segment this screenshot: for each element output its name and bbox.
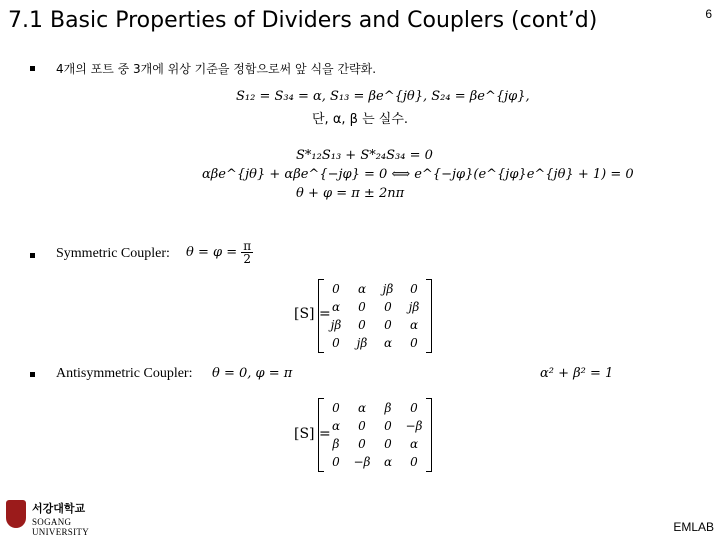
symmetric-matrix-table (323, 280, 427, 352)
matrix-cell: β (332, 437, 340, 451)
equation-power-conservation: α² + β² = 1 (540, 366, 614, 381)
matrix-cell: 0 (410, 401, 418, 415)
matrix-cell: 0 (358, 318, 366, 332)
bullet-text-phase-reference: 4개의 포트 중 3개에 위상 기준을 정함으로써 앞 식을 간략화. (56, 62, 377, 76)
matrix-cell: 0 (384, 437, 392, 451)
university-seal-icon (6, 500, 26, 528)
bullet-marker (30, 372, 35, 377)
bullet-marker (30, 253, 35, 258)
matrix-cell: jβ (330, 318, 342, 332)
matrix-row (323, 435, 427, 453)
matrix-cell: −β (353, 455, 371, 469)
matrix-cell: α (383, 455, 393, 469)
symmetric-scattering-matrix (318, 279, 432, 353)
matrix-cell: α (409, 437, 419, 451)
matrix-row (323, 298, 427, 316)
matrix-row (323, 399, 427, 417)
matrix-cell: 0 (384, 300, 392, 314)
fraction-numerator: π (243, 239, 252, 253)
equation-antisymmetric-condition: θ = 0, φ = π (212, 366, 293, 381)
symmetric-condition-text: θ = φ = (186, 245, 238, 260)
equation-note: 단, α, β 는 실수. (312, 112, 409, 127)
matrix-cell: α (331, 419, 341, 433)
antisymmetric-matrix-table (323, 399, 427, 471)
matrix-cell: α (383, 336, 393, 350)
matrix-cell: α (357, 282, 367, 296)
matrix-cell: 0 (332, 401, 340, 415)
matrix-cell: 0 (332, 282, 340, 296)
university-name-korean: 서강대학교 (32, 502, 86, 515)
matrix-cell: 0 (410, 336, 418, 350)
slide-title: 7.1 Basic Properties of Dividers and Couplers (cont’d) (8, 8, 598, 33)
equation-s-parameters: S₁₂ = S₃₄ = α, S₁₃ = βe^{jθ}, S₂₄ = βe^{jφ}, (236, 89, 530, 104)
matrix-cell: 0 (384, 419, 392, 433)
matrix-cell: jβ (356, 336, 368, 350)
matrix-row (323, 453, 427, 471)
bullet-text-antisymmetric-coupler: Antisymmetric Coupler: (56, 366, 193, 381)
matrix-cell: 0 (384, 318, 392, 332)
matrix-cell: 0 (358, 419, 366, 433)
antisymmetric-scattering-matrix (318, 398, 432, 472)
matrix-cell: α (331, 300, 341, 314)
page-number: 6 (705, 7, 712, 21)
matrix-cell: 0 (410, 455, 418, 469)
university-logo (6, 500, 116, 537)
matrix-cell: 0 (410, 282, 418, 296)
equation-symmetric-condition (186, 240, 253, 265)
matrix-cell: 0 (332, 455, 340, 469)
lab-name: EMLAB (673, 520, 714, 534)
symmetric-matrix-label: [S] = (294, 306, 331, 322)
matrix-row (323, 280, 427, 298)
matrix-cell: 0 (332, 336, 340, 350)
university-name-english: SOGANG UNIVERSITY (32, 517, 89, 537)
matrix-cell: jβ (408, 300, 420, 314)
matrix-cell: −β (405, 419, 423, 433)
antisymmetric-matrix-label: [S] = (294, 426, 331, 442)
matrix-row (323, 316, 427, 334)
equation-unitary-1: S*₁₂S₁₃ + S*₂₄S₃₄ = 0 (296, 148, 433, 163)
bullet-marker (30, 66, 35, 71)
matrix-cell: 0 (358, 300, 366, 314)
matrix-cell: β (384, 401, 392, 415)
matrix-cell: jβ (382, 282, 394, 296)
matrix-cell: α (409, 318, 419, 332)
pi-over-two-fraction (241, 240, 253, 265)
equation-unitary-2: αβe^{jθ} + αβe^{−jφ} = 0 ⟺ e^{−jφ}(e^{jφ}e^{jθ} + 1) = 0 (202, 167, 634, 182)
matrix-cell: α (357, 401, 367, 415)
fraction-denominator: 2 (243, 252, 252, 266)
matrix-row (323, 417, 427, 435)
equation-unitary-3: θ + φ = π ± 2nπ (296, 186, 405, 201)
bullet-text-symmetric-coupler: Symmetric Coupler: (56, 246, 170, 261)
matrix-row (323, 334, 427, 352)
matrix-cell: 0 (358, 437, 366, 451)
